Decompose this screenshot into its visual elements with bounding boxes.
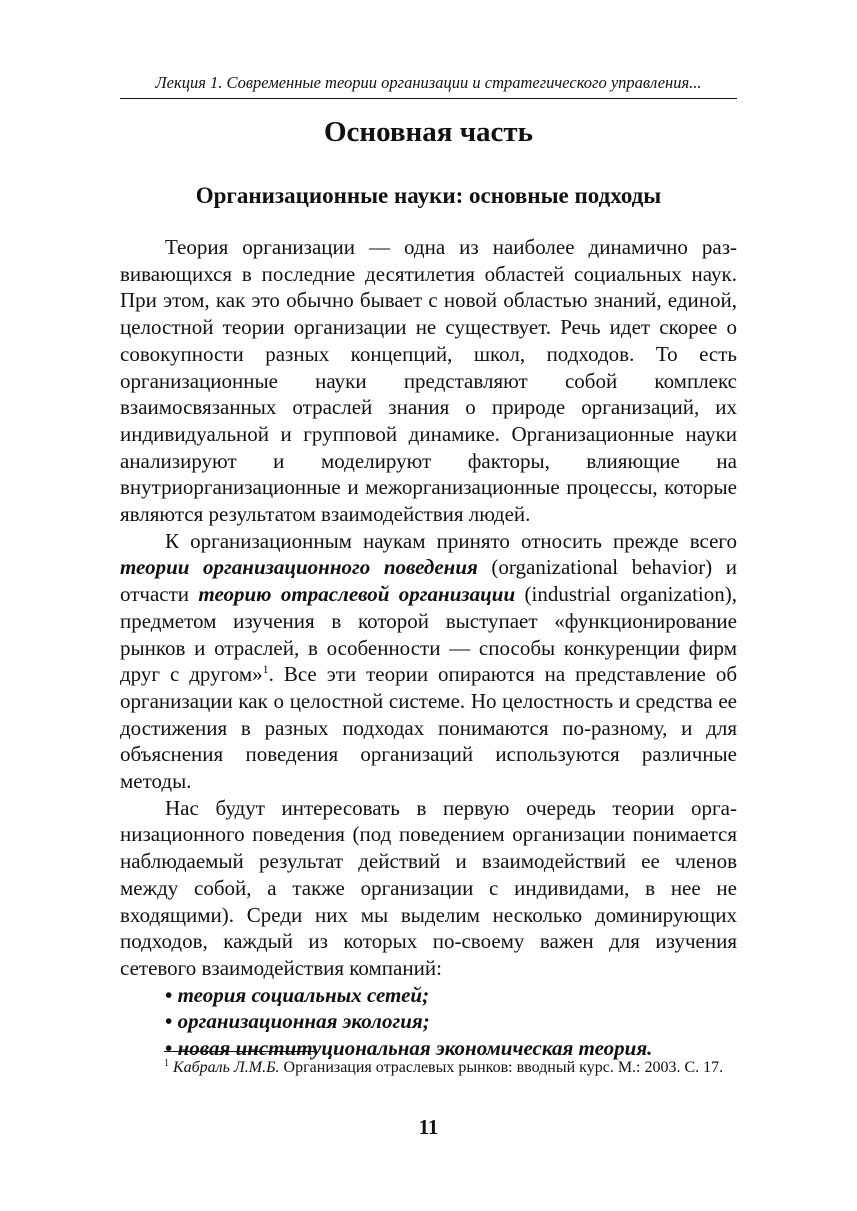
footnote-reference[interactable]: 1 xyxy=(262,662,269,677)
term-industrial-organization: теорию отраслевой организации xyxy=(198,582,516,607)
footnote-author: Кабраль Л.М.Б. xyxy=(173,1059,280,1076)
subsection-title: Организационные науки: основные подходы xyxy=(195,183,662,208)
footnote-divider xyxy=(164,1051,314,1052)
paragraph-2-text-3: (industrial organization), предметом изучения в которой выступает «функционирование рынков и отраслей, в особенности — способы конкуренции фирм друг с другом» xyxy=(120,582,738,687)
footnote-number: 1 xyxy=(164,1058,169,1069)
list-item: • новая институциональная экономическая теория. xyxy=(120,1035,737,1062)
approaches-list xyxy=(120,982,737,1062)
footnote-text: Организация отраслевых рынков: вводный курс. М.: 2003. С. 17. xyxy=(279,1059,724,1076)
header-divider xyxy=(120,98,737,99)
body-text xyxy=(120,234,737,1062)
list-item: • организационная экология; xyxy=(120,1008,737,1035)
running-header: Лекция 1. Современные теории организации и стратегического управления... xyxy=(155,73,702,92)
page-number: 11 xyxy=(418,1115,439,1139)
paragraph-2-text-2: (organizational behavior) и отчасти xyxy=(120,555,737,607)
paragraph-1: Теория организации — одна из наиболее динамично развивающихся в последние десятилетия областей социальных наук. При этом, как это обычно бывает с новой областью знаний, единой, целостной теории организации не существует. Речь идет скорее о совокупности разных концепций, школ, подходов. То есть организационные науки представляют собой комплекс взаимосвязанных отраслей знания о природе организаций, их индивидуальной и групповой динамике. Организационные науки анализируют и моделируют факторы, влияющие на внутриорганизационные и межорганизационные процессы, которые являются результатом взаимодействия людей. xyxy=(120,235,737,527)
term-organizational-behavior: теории организационного поведения xyxy=(120,555,478,580)
paragraph-3: Нас будут интересовать в первую очередь теории организационного поведения (под поведением организации понимается наблюдаемый результат действий и взаимодействий ее членов между собой, а также организации с индивидами, в нее не входящими). Среди них мы выделим несколько доминирующих подходов, каждый из которых по-своему важен для изучения сетевого взаимодействия компаний: xyxy=(120,795,737,980)
section-title: Основная часть xyxy=(323,116,534,148)
paragraph-2-text-1: К организационным наукам принято относить прежде всего xyxy=(165,528,737,553)
paragraph-2-text-4: . Все эти теории опираются на представление об организации как о целостной системе. Но целостность и средства ее достижения в разных подходах понимаются по-разному, и для объяснения поведения организаций используются различные методы. xyxy=(120,662,738,794)
footnote xyxy=(120,1056,737,1079)
paragraph-2 xyxy=(120,528,737,795)
list-item: • теория социальных сетей; xyxy=(120,982,737,1009)
